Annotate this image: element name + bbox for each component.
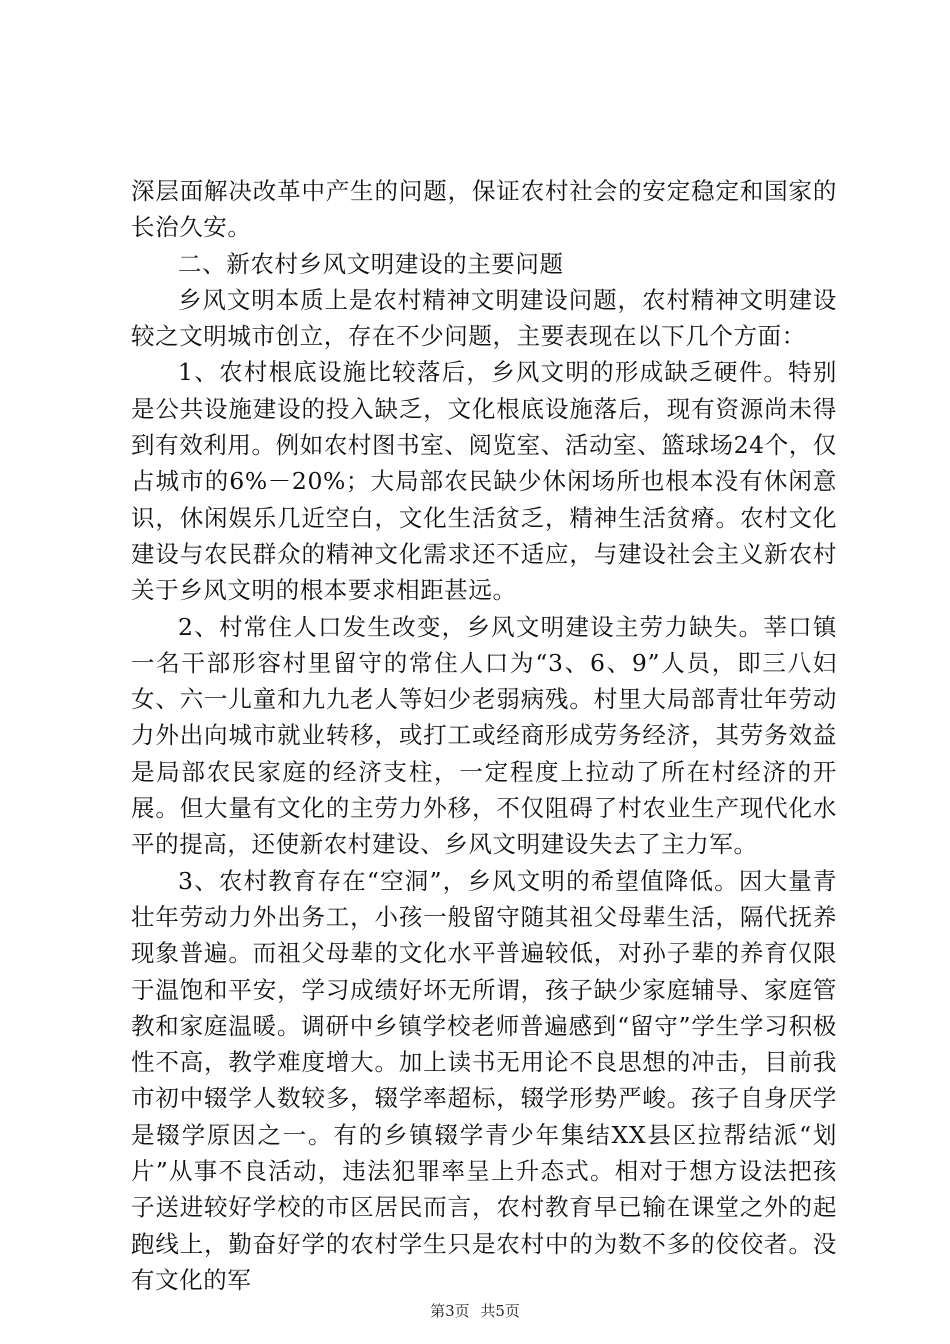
section-heading: 二、新农村乡风文明建设的主要问题 — [178, 249, 564, 278]
paragraph-intro: 乡风文明本质上是农村精神文明建设问题，农村精神文明建设较之文明城市创立，存在不少问题，主要表现在以下几个方面： — [131, 285, 837, 351]
paragraph-point-1: 1、农村根底设施比较落后，乡风文明的形成缺乏硬件。特别是公共设施建设的投入缺乏，文化根底设施落后，现有资源尚未得到有效利用。例如农村图书室、阅览室、活动室、篮球场24个，仅占城市的6%－20%；大局部农民缺少休闲场所也根本没有休闲意识，休闲娱乐几近空白，文化生活贫乏，精神生活贫瘠。农村文化建设与农民群众的精神文化需求还不适应，与建设社会主义新农村关于乡风文明的根本要求相距甚远。 — [131, 358, 837, 605]
page-total: 共5页 — [480, 1302, 520, 1320]
page-footer — [0, 1300, 950, 1321]
page-number: 第3页 — [430, 1302, 470, 1320]
paragraph-point-2: 2、村常住人口发生改变，乡风文明建设主劳力缺失。莘口镇一名干部形容村里留守的常住人口为“3、6、9”人员，即三八妇女、六一儿童和九九老人等妇少老弱病残。村里大局部青壮年劳动力外出向城市就业转移，或打工或经商形成劳务经济，其劳务效益是局部农民家庭的经济支柱，一定程度上拉动了所在村经济的开展。但大量有文化的主劳力外移，不仅阻碍了村农业生产现代化水平的提高，还使新农村建设、乡风文明建设失去了主力军。 — [131, 612, 837, 859]
document-body — [131, 173, 837, 1298]
paragraph-point-3: 3、农村教育存在“空洞”，乡风文明的希望值降低。因大量青壮年劳动力外出务工，小孩一般留守随其祖父母辈生活，隔代抚养现象普遍。而祖父母辈的文化水平普遍较低，对孙子辈的养育仅限于温饱和平安，学习成绩好坏无所谓，孩子缺少家庭辅导、家庭管教和家庭温暖。调研中乡镇学校老师普遍感到“留守”学生学习积极性不高，教学难度增大。加上读书无用论不良思想的冲击，目前我市初中辍学人数较多，辍学率超标，辍学形势严峻。孩子自身厌学是辍学原因之一。有的乡镇辍学青少年集结XX县区拉帮结派“划片”从事不良活动，违法犯罪率呈上升态式。相对于想方设法把孩子送进较好学校的市区居民而言，农村教育早已输在课堂之外的起跑线上，勤奋好学的农村学生只是农村中的为数不多的佼佼者。没有文化的军 — [131, 866, 837, 1294]
paragraph-continuation: 深层面解决改革中产生的问题，保证农村社会的安定稳定和国家的长治久安。 — [131, 177, 837, 242]
